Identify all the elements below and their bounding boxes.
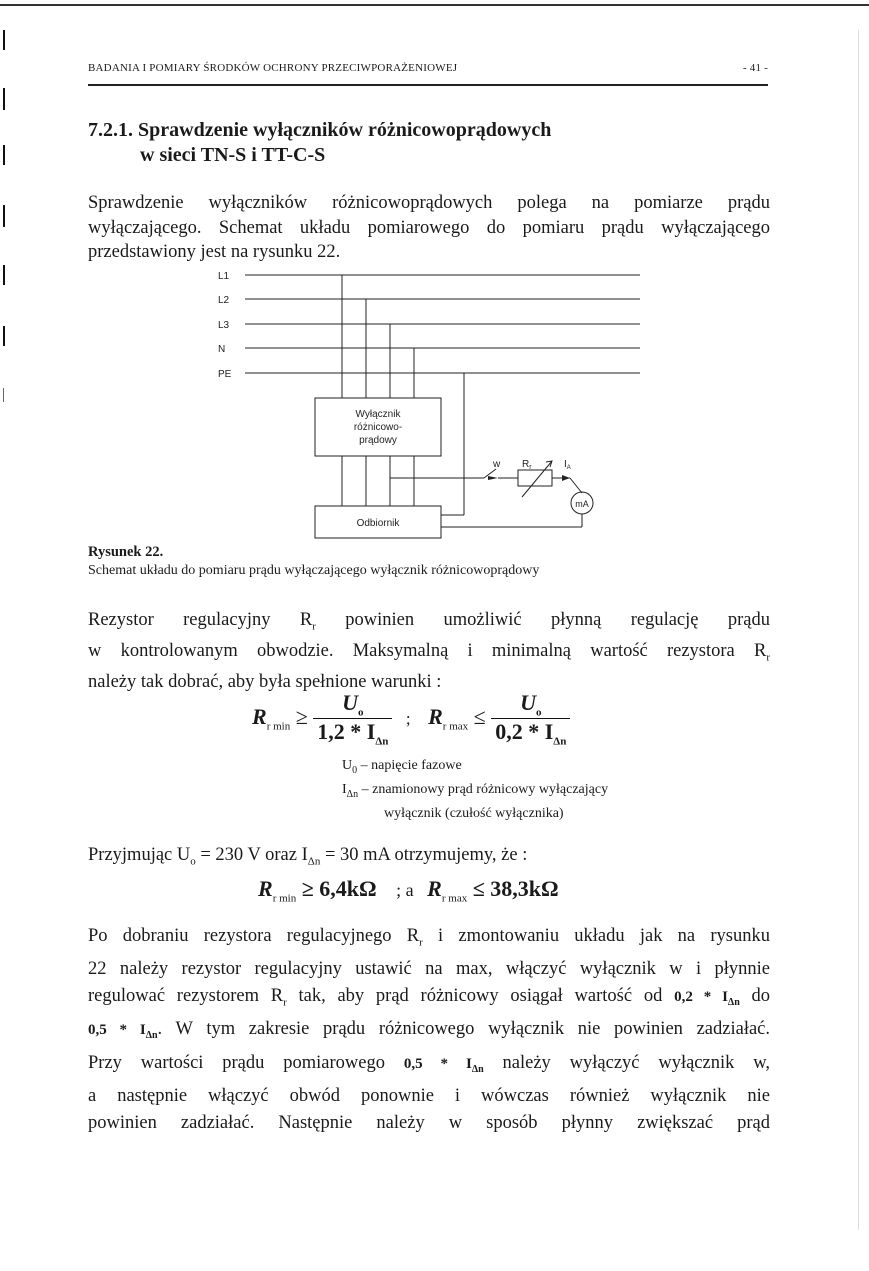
- para-line: Rezystor regulacyjny $R_r$ powinien umożliwić płynną regulację prądu: [88, 610, 770, 633]
- resistor-label: $R_r$: [522, 459, 532, 471]
- switch-label: w: [493, 459, 501, 470]
- intro-line: przedstawiony jest na rysunku 22.: [88, 242, 341, 262]
- formula-legend: [342, 756, 608, 823]
- scan-top-border: [0, 4, 869, 6]
- scan-margin-mark: [3, 326, 5, 346]
- meter-label: mA: [575, 499, 589, 509]
- figure-label: Rysunek 22.: [88, 544, 164, 560]
- assumption-paragraph: Przyjmując $U_o = 230$ V oraz $I_{\Delta n} = 30$ mA otrzymujemy, że :: [88, 845, 528, 868]
- current-label: $I_A$: [564, 459, 571, 471]
- para-line: regulować rezystorem $R_r$ tak, aby prąd różnicowy osiągał wartość od $0,2 * I_{\Delta n}$ do: [88, 985, 771, 1009]
- para-line: $0,5 * I_{\Delta n}$. W tym zakresie prądu różnicowego wyłącznik nie powinien zadziałać.: [88, 1019, 771, 1042]
- fraction-right: $\frac{U_o}{0,2 * I_{\Delta n}}$: [491, 690, 570, 748]
- conductor-label: L2: [218, 295, 230, 306]
- conductor-label: PE: [218, 369, 232, 380]
- conductor-label: L3: [218, 320, 230, 331]
- section-title-line1: Sprawdzenie wyłączników różnicowoprądowych: [138, 119, 552, 141]
- section-number: 7.2.1.: [88, 119, 133, 141]
- scan-margin-mark: [3, 145, 5, 165]
- resistance-conditions-formula: $R_{r min}$ ≥ $\frac{U_o}{1,2 * I_{\Delta n}}$ ; $R_{r max}$ ≤ $\frac{U_o}{0,2 * I_{\Delta n}}$: [252, 690, 570, 748]
- para-line: a następnie włączyć obwód ponownie i wówczas również wyłącznik nie: [88, 1086, 770, 1107]
- section-title-line2: w sieci TN-S i TT-C-S: [140, 144, 326, 166]
- figure-caption: [88, 543, 539, 580]
- running-title: BADANIA I POMIARY ŚRODKÓW OCHRONY PRZECIWPORAŻENIOWEJ: [88, 62, 458, 74]
- resistor-symbol: [518, 470, 552, 486]
- para-line: należy tak dobrać, aby była spełnione warunki :: [88, 672, 442, 693]
- circuit-diagram: [200, 265, 660, 545]
- resistance-values-formula: $R_{r min} \ge 6,4k\Omega$ ; a $R_{r max} \le 38,3k\Omega$: [258, 876, 559, 905]
- header-rule: [88, 84, 768, 86]
- page-number: - 41 -: [742, 62, 768, 74]
- conductor-label: L1: [218, 271, 230, 282]
- intro-line: Sprawdzenie wyłączników różnicowoprądowych polega na pomiarze prądu: [88, 193, 770, 213]
- procedure-paragraph: [88, 923, 770, 1136]
- resistor-paragraph: [88, 608, 770, 695]
- load-label: Odbiornik: [356, 518, 400, 529]
- para-line: w kontrolowanym obwodzie. Maksymalną i minimalną wartość rezystora $R_r$: [88, 641, 770, 664]
- scan-margin-mark: [3, 88, 5, 110]
- intro-line: wyłączającego. Schemat układu pomiarowego do pomiaru prądu wyłączającego: [88, 217, 770, 238]
- legend-item: $U_0$ – napięcie fazowe: [342, 758, 462, 776]
- scan-margin-mark: [3, 205, 5, 227]
- section-title: [88, 118, 551, 168]
- fraction-left: $\frac{U_o}{1,2 * I_{\Delta n}}$: [313, 690, 392, 748]
- figure-caption-text: Schemat układu do pomiaru prądu wyłączającego wyłącznik różnicowoprądowy: [88, 563, 540, 578]
- running-header: [88, 62, 768, 74]
- scan-right-edge: [858, 30, 859, 1230]
- conductor-label: N: [218, 344, 226, 355]
- para-line: 22 należy rezystor regulacyjny ustawić na max, włączyć wyłącznik w i płynnie: [88, 959, 770, 980]
- scan-margin-mark: [3, 388, 4, 402]
- para-line: Przy wartości prądu pomiarowego $0,5 * I_{\Delta n}$ należy wyłączyć wyłącznik w,: [88, 1052, 770, 1075]
- legend-item-continued: wyłącznik (czułość wyłącznika): [384, 805, 564, 821]
- rcd-label: Wyłącznik: [355, 409, 401, 420]
- rcd-label: prądowy: [359, 435, 397, 446]
- scan-margin-mark: [3, 265, 5, 285]
- para-line: powinien zadziałać. Następnie należy w sposób płynny zwiększać prąd: [88, 1112, 770, 1133]
- rcd-label: różnicowo-: [353, 422, 403, 433]
- legend-item: $I_{\Delta n}$ – znamionowy prąd różnicowy wyłączający: [342, 781, 609, 800]
- scan-margin-mark: [3, 30, 5, 50]
- intro-paragraph: [88, 191, 770, 265]
- para-line: Po dobraniu rezystora regulacyjnego $R_r$ i zmontowaniu układu jak na rysunku: [88, 926, 770, 949]
